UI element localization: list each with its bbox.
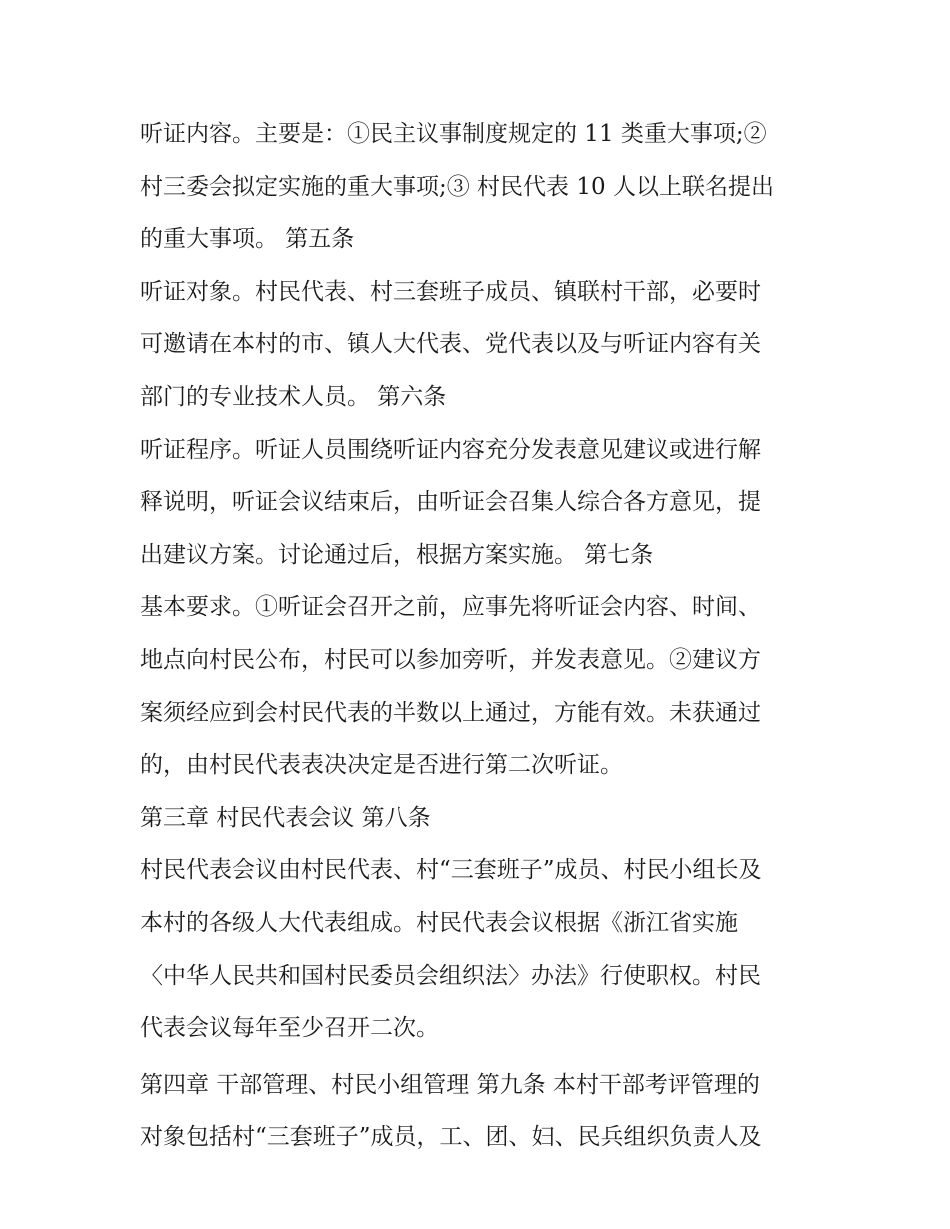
text-line: 地点向村民公布，村民可以参加旁听，并发表意见。②建议方 bbox=[140, 646, 761, 673]
text-line: 部门的专业技术人员。 第六条 bbox=[140, 383, 447, 410]
text-line: 村三委会拟定实施的重大事项;③ 村民代表 10 人以上联名提出 bbox=[140, 173, 774, 200]
text-line: 对象包括村“三套班子”成员，工、团、妇、民兵组织负责人及 bbox=[140, 1124, 762, 1151]
text-line: 听证内容。主要是：①民主议事制度规定的 11 类重大事项;② bbox=[140, 121, 767, 147]
text-line: 案须经应到会村民代表的半数以上通过，方能有效。未获通过 bbox=[140, 699, 761, 726]
text-line: 〈中华人民共和国村民委员会组织法〉办法》行使职权。村民 bbox=[140, 962, 761, 989]
text-line: 释说明，听证会议结束后，由听证会召集人综合各方意见，提 bbox=[140, 489, 761, 516]
text-line: 本村的各级人大代表组成。村民代表会议根据《浙江省实施 bbox=[140, 909, 738, 936]
text-line: 代表会议每年至少召开二次。 bbox=[140, 1015, 439, 1042]
text-line: 听证程序。听证人员围绕听证内容充分发表意见建议或进行解 bbox=[140, 436, 761, 463]
chapter-heading: 第四章 干部管理、村民小组管理 第九条 本村干部考评管理的 bbox=[140, 1071, 760, 1098]
text-line: 的，由村民代表表决决定是否进行第二次听证。 bbox=[140, 752, 623, 779]
text-line: 村民代表会议由村民代表、村“三套班子”成员、村民小组长及 bbox=[140, 857, 762, 884]
chapter-heading: 第三章 村民代表会议 第八条 bbox=[140, 804, 431, 831]
text-line: 可邀请在本村的市、镇人大代表、党代表以及与听证内容有关 bbox=[140, 331, 761, 358]
document-page bbox=[140, 108, 820, 1164]
text-line: 基本要求。①听证会召开之前，应事先将听证会内容、时间、 bbox=[140, 594, 761, 621]
text-line: 听证对象。村民代表、村三套班子成员、镇联村干部，必要时 bbox=[140, 278, 761, 305]
text-line: 出建议方案。讨论通过后，根据方案实施。 第七条 bbox=[140, 541, 654, 568]
text-line: 的重大事项。 第五条 bbox=[140, 226, 355, 253]
